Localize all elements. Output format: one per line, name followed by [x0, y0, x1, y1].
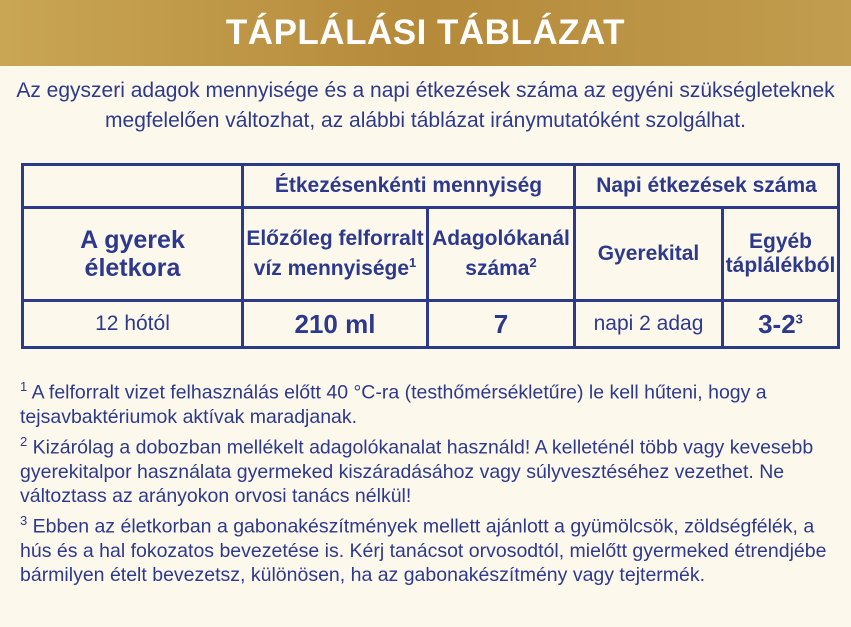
- daily-meals-group-header: Napi étkezések száma: [575, 165, 839, 208]
- footnotes: [20, 375, 840, 588]
- age-cell: 12 hótól: [23, 301, 243, 348]
- intro-line-2: megfelelően változhat, az alábbi táblázat iránymutatóként szolgálhat.: [105, 109, 746, 132]
- other-food-cell: $3-2^3$: [723, 301, 839, 348]
- water-cell: 210 ml: [243, 301, 428, 348]
- intro-line-1: Az egyszeri adagok mennyisége és a napi étkezések száma az egyéni szükségleteknek: [16, 79, 835, 102]
- table-group-header-row: [23, 165, 839, 208]
- formula-cell: napi 2 adag: [575, 301, 723, 348]
- scoops-column-header: Adagolókanál száma$^2$: [428, 208, 575, 301]
- other-food-column-header: Egyéb táplálékból: [723, 208, 839, 301]
- footnote-1: $^1$ A felforralt vizet felhasználás előtt 40 °C-ra (testhőmérsékletűre) le kell hűteni, hogy a tejsavbaktériumok aktívak maradjanak.: [20, 379, 767, 428]
- title-banner: [0, 0, 851, 66]
- footnote-2: $^2$ Kizárólag a dobozban mellékelt adagolókanalat használd! A kelleténél több vagy kevesebb gyerekitalpor használata gyermeked kiszáradásához vagy súlyvesztéséhez vezethet. Ne változtass az arányokon orvosi tanács nélkül!: [20, 433, 814, 507]
- table-corner-cell: [23, 165, 243, 208]
- table-row: [23, 301, 839, 348]
- footnote-3: $^3$ Ebben az életkorban a gabonakészítmények mellett ajánlott a gyümölcsök, zöldségfélék, a hús és a hal fokozatos bevezetése is. Kérj tanácsot orvosodtól, mielőtt gyermeked étrendjébe bármilyen ételt bevezetsz, különösen, ha az gabonakészítmény vagy tejtermék.: [20, 512, 827, 586]
- formula-column-header: Gyerekital: [575, 208, 723, 301]
- water-column-header: Előzőleg felforralt víz mennyisége$^1$: [243, 208, 428, 301]
- page-title: TÁPLÁLÁSI TÁBLÁZAT: [225, 13, 626, 52]
- scoops-cell: 7: [428, 301, 575, 348]
- age-column-header: A gyerek életkora: [23, 208, 243, 301]
- feeding-table: [21, 163, 840, 349]
- per-meal-group-header: Étkezésenkénti mennyiség: [243, 165, 575, 208]
- table-column-header-row: [23, 208, 839, 301]
- intro-text: [10, 76, 841, 136]
